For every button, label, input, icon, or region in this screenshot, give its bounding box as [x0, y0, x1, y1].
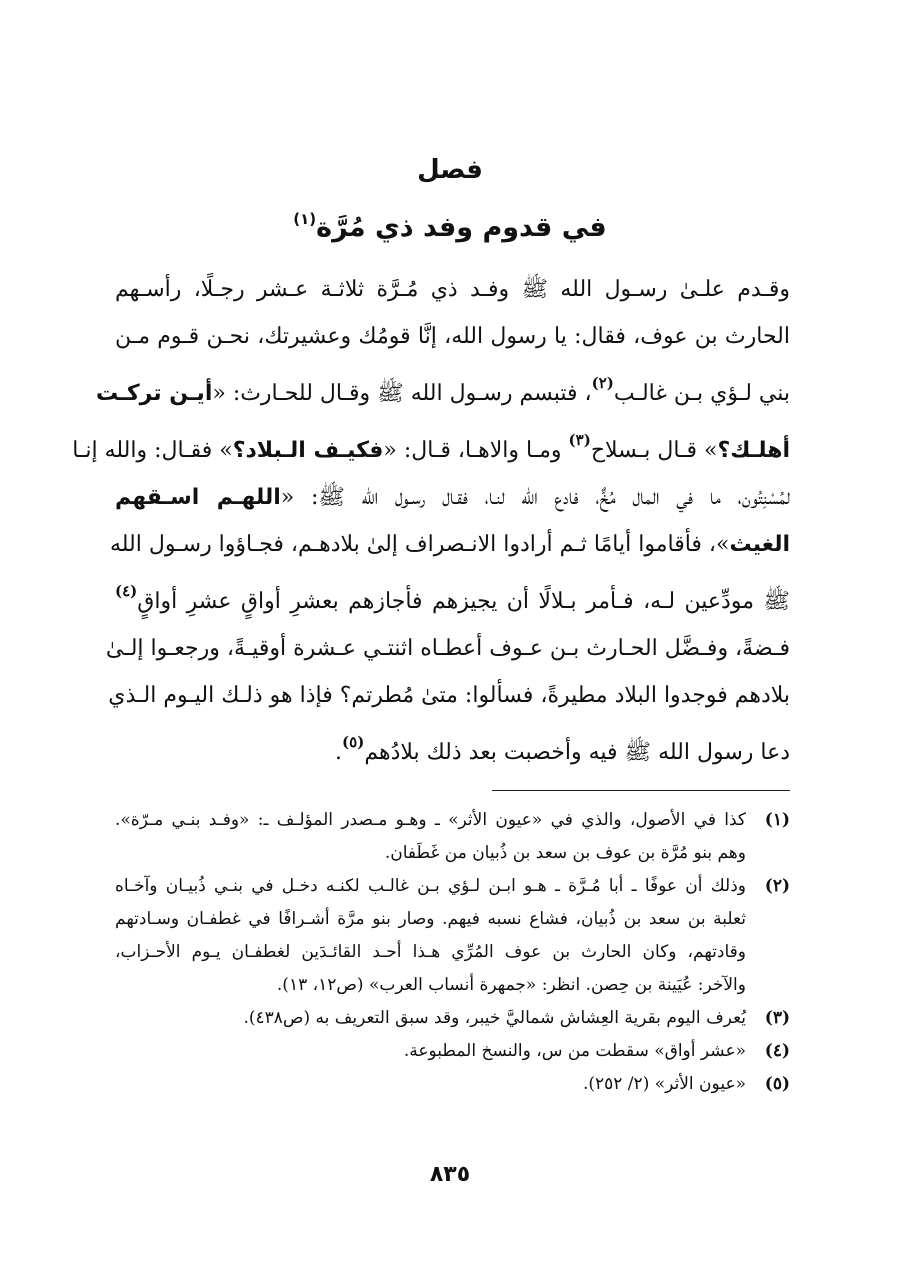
body-line: ﷺ مودِّعين لـه، فـأمر بـلالًا أن يجيزهم فأجازهم بعشرِ أواقٍ عشرِ أواقٍ$^{(٤)}$: [115, 582, 790, 614]
footnote-item: [115, 870, 790, 1002]
footnote-line: كذا في الأصول، والذي في «عيون الأثر» ـ وهـو مـصدر المؤلـف ـ: «وفـد بنـي مـرّة».: [115, 810, 746, 830]
page-title: فصل: [417, 155, 483, 185]
bold-quote: فكيـف الـبلاد؟: [232, 438, 384, 463]
body-line: فـضةً، وفـضَّل الحـارث بـن عـوف أعطـاه اثنتـي عـشرة أوقيـةً، ورجعـوا إلـىٰ: [105, 636, 790, 661]
section-header: [110, 150, 790, 251]
body-line: بلادهم فوجدوا البلاد مطيرةً، فسألوا: متىٰ مُطرتم؟ فإذا هو ذلـك اليـوم الـذي: [108, 683, 790, 708]
body-line: دعا رسول الله ﷺ فيه وأخصبت بعد ذلك بلادُهم$^{(٥)}$.: [335, 733, 790, 765]
footnote-number: (٤): [764, 1041, 790, 1061]
footnote-item: [115, 804, 790, 870]
bold-quote: الغيث: [729, 532, 790, 557]
footnote-ref: (٥): [342, 733, 365, 751]
body-line: بني لـؤي بـن غالـب$^{(٢)}$، فتبسم رسـول الله ﷺ وقـال للحـارث: «أيـن تركـت: [96, 374, 790, 406]
bold-quote: أهلـك؟: [717, 438, 790, 463]
footnote-line: وهم بنو مُرَّة بن عوف بن سعد بن ذُبيان من غَطَفان.: [384, 843, 746, 863]
footnote-line: يُعرف اليوم بقرية العِشاش شماليَّ خيبر، وقد سبق التعريف به (ص٤٣٨).: [243, 1008, 746, 1028]
footnote-ref: (٢): [591, 374, 614, 392]
footnote-number: (٥): [764, 1074, 790, 1094]
footnote-line: وقادتهم، وكان الحارث بن عوف المُرِّي هـذا أحـد القائـدَين لغطفـان يـوم الأحـزاب،: [115, 942, 746, 962]
footnote-line: ثعلبة بن سعد بن ذُبيان، فشاع نسبه فيهم. وصار بنو مرَّة أشـرافًا في غطفـان وسـادتهم: [115, 909, 746, 929]
body-line: الغيث»، فأقاموا أيامًا ثـم أرادوا الانـصراف إلىٰ بلادهـم، فجـاؤوا رسـول الله: [109, 532, 790, 557]
footnote-item: [115, 1002, 790, 1035]
footnote-line: «عيون الأثر» (٢/ ٢٥٢).: [582, 1074, 746, 1094]
footnote-number: (٣): [764, 1008, 790, 1028]
footnote-line: وذلك أن عوفًا ـ أبا مُـرَّة ـ هـو ابـن لـؤي بـن غالـب لكنـه دخـل في بنـي ذُبيـان وآخـاه: [115, 876, 746, 896]
subtitle-text: في قدوم وفد ذي مُرَّة: [316, 212, 607, 243]
body-paragraph: [72, 266, 790, 776]
body-line: وقـدم علـىٰ رسـول الله ﷺ وفـد ذي مُـرَّة ثلاثـة عـشر رجـلًا، رأسـهم: [115, 277, 790, 302]
footnote-number: (١): [764, 810, 790, 830]
footnote-ref: (١): [293, 210, 317, 228]
footnote-ref: (٣): [568, 431, 591, 449]
body-line: الحارث بن عوف، فقال: يا رسول الله، إنَّا قومُك وعشيرتك، نحـن قـوم مـن: [115, 324, 790, 349]
section-subtitle: [110, 196, 790, 251]
body-line: أهلـك؟» قـال بـسلاح$^{(٣)}$ ومـا والاهـا، قـال: «فكيـف الـبلاد؟» فقـال: والله إنـا: [72, 431, 790, 463]
page-number: ٨٣٥: [429, 1162, 471, 1187]
footnote-ref: (٤): [115, 582, 138, 600]
body-line: لمُسْنِتُون، ما في المال مُخٌّ، فادع الله لنـا، فقـال رسـول الله ﷺ: «اللهـم اسـقهم: [115, 485, 790, 510]
footnote-item: [115, 1035, 790, 1068]
footnote-item: [115, 1068, 790, 1101]
footnote-number: (٢): [764, 876, 790, 896]
bold-quote: أيـن تركـت: [96, 381, 213, 406]
footnote-line: «عشر أواق» سقطت من س، والنسخ المطبوعة.: [403, 1041, 746, 1061]
footnotes: [115, 804, 790, 1101]
bold-quote: اللهـم اسـقهم: [115, 485, 281, 510]
footnote-divider: [492, 790, 790, 791]
footnote-line: والآخر: عُيَينة بن حِصن. انظر: «جمهرة أنساب العرب» (ص١٢، ١٣).: [276, 975, 746, 995]
